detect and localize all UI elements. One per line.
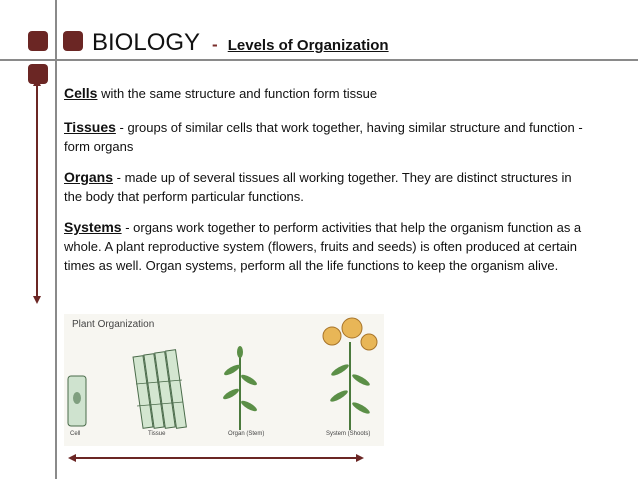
vertical-rule — [55, 0, 57, 479]
title-main: BIOLOGY — [92, 29, 201, 56]
label-tissue: Tissue — [148, 431, 166, 437]
vertical-double-arrow — [32, 78, 42, 304]
label-system-shoots: System (Shoots) — [326, 431, 371, 437]
paragraph-cells — [64, 84, 584, 103]
text-organs: - made up of several tissues all working together. They are distinct structures in the body that perform particular functions. — [64, 170, 572, 204]
figure-title: Plant Organization — [72, 319, 155, 330]
decor-square-1 — [28, 31, 48, 51]
slide-title — [92, 29, 389, 57]
label-cell: Cell — [70, 431, 81, 437]
term-cells: Cells — [64, 85, 98, 101]
decor-square-2 — [63, 31, 83, 51]
term-systems: Systems — [64, 219, 122, 235]
title-separator: - — [212, 35, 218, 54]
cell-illustration — [68, 376, 86, 426]
horizontal-rule — [0, 59, 638, 61]
tissue-illustration — [133, 350, 186, 429]
plant-organization-figure — [64, 314, 384, 446]
plant-illustration — [64, 314, 384, 446]
stem-illustration — [222, 346, 259, 430]
label-organ-stem: Organ (Stem) — [228, 431, 265, 437]
term-organs: Organs — [64, 169, 114, 185]
paragraph-tissues — [64, 118, 584, 156]
paragraph-systems — [64, 218, 584, 275]
shoot-system-illustration — [323, 318, 377, 430]
paragraph-organs — [64, 168, 584, 206]
term-tissues: Tissues — [64, 119, 116, 135]
text-systems: - organs work together to perform activities that help the organism function as a whole. A plant reproductive system (flowers, fruits and seeds) is often produced at certain times as well. Organ systems, perform all the life functions to keep the organism alive. — [64, 220, 582, 273]
text-tissues: - groups of similar cells that work together, having similar structure and function - form organs — [64, 120, 583, 154]
horizontal-double-arrow — [68, 453, 364, 463]
text-cells: with the same structure and function form tissue — [97, 86, 378, 101]
title-subtitle: Levels of Organization — [227, 37, 389, 54]
